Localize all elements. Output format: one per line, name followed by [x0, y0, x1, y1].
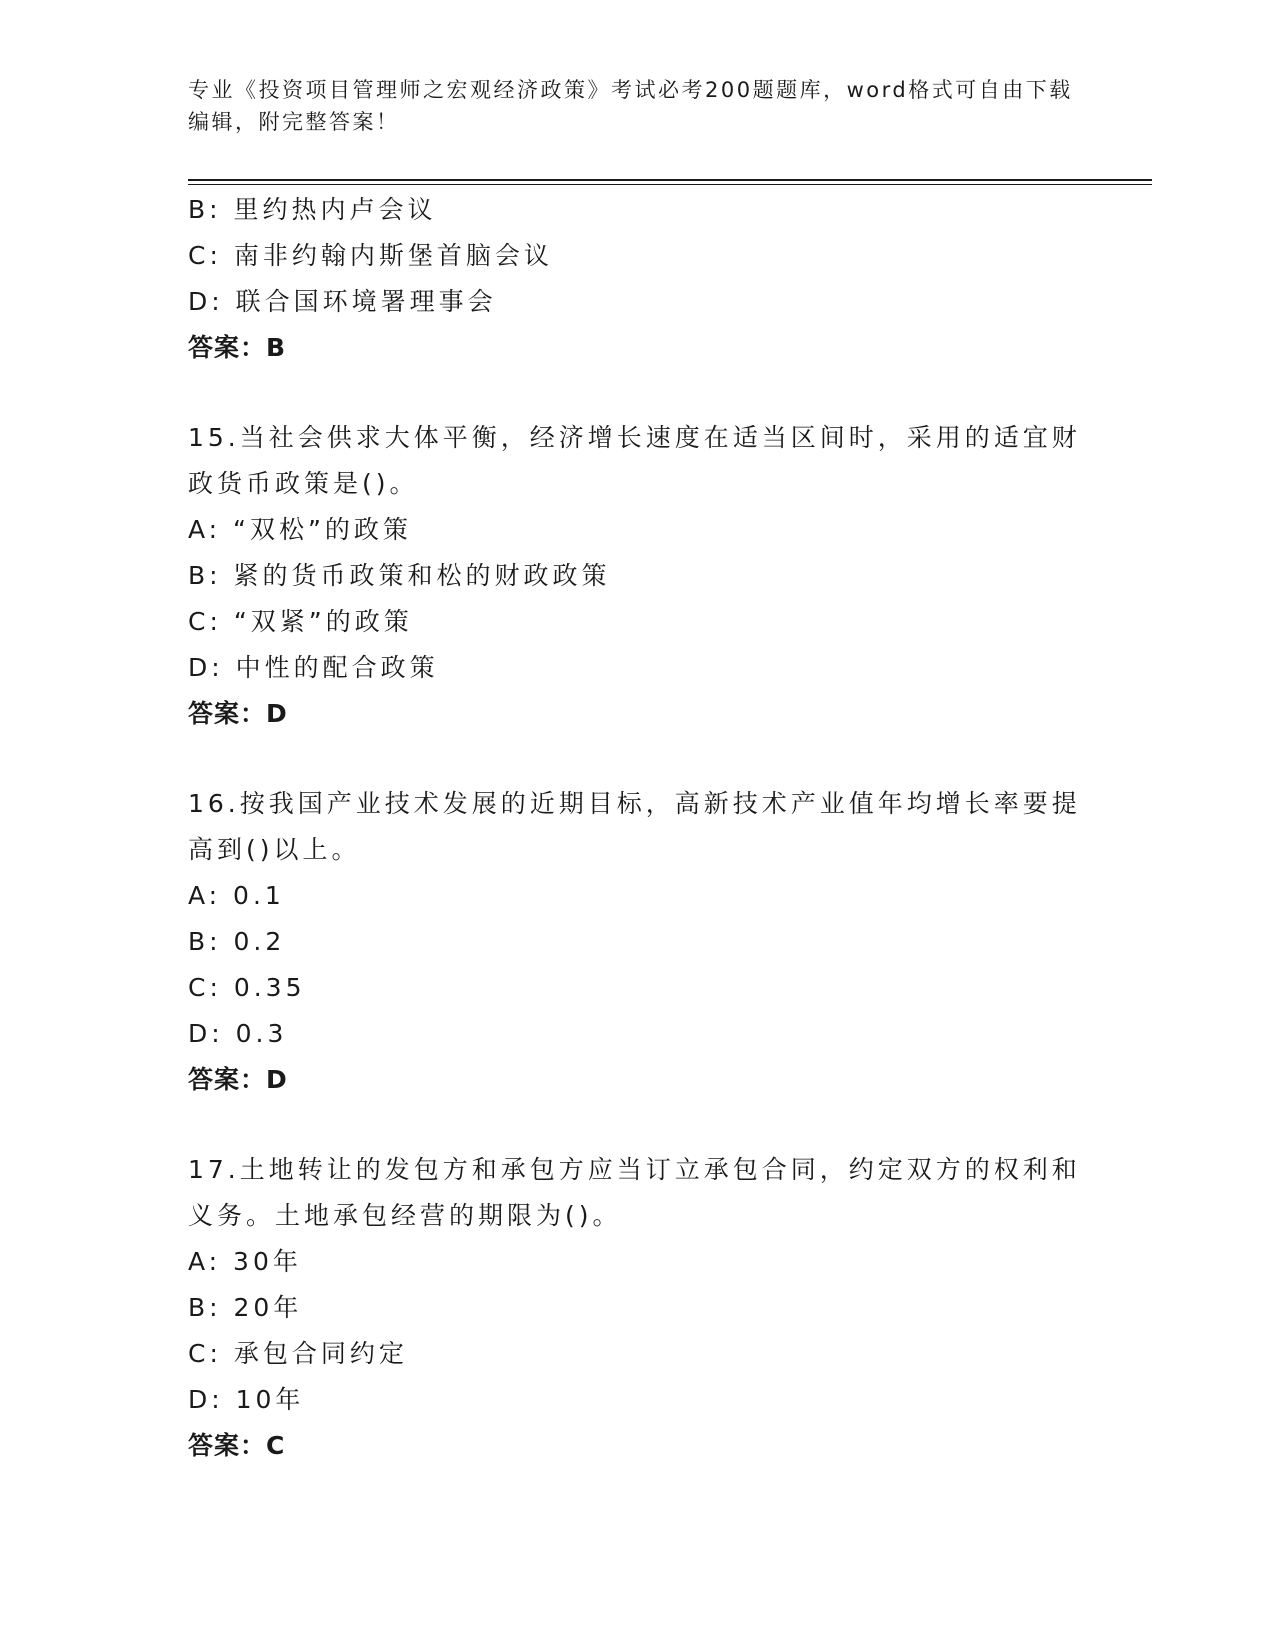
question-17 [188, 1147, 1088, 1469]
option-b: B: 20年 [188, 1293, 303, 1322]
option-d: D: 10年 [188, 1385, 305, 1414]
question-14 [188, 187, 1088, 371]
option-b: B: 0.2 [188, 927, 286, 956]
header-divider [188, 179, 1152, 181]
question-list [188, 187, 1088, 1469]
question-stem-line: 17.土地转让的发包方和承包方应当订立承包合同，约定双方的权利和 [188, 1155, 1081, 1184]
option-d: D: 0.3 [188, 1019, 288, 1048]
question-stem-line: 15.当社会供求大体平衡，经济增长速度在适当区间时，采用的适宜财 [188, 423, 1081, 452]
option-d: D: 中性的配合政策 [188, 653, 439, 682]
question-stem-line: 义务。土地承包经营的期限为()。 [188, 1201, 622, 1230]
answer-line: 答案：D [188, 1065, 288, 1094]
header-divider-thin [188, 184, 1152, 185]
question-stem-line: 高到()以上。 [188, 835, 361, 864]
page-header: 专业《投资项目管理师之宏观经济政策》考试必考200题题库，word格式可自由下载编辑，附完整答案！ [188, 78, 1073, 134]
option-c: C: 0.35 [188, 973, 306, 1002]
question-stem-line: 政货币政策是()。 [188, 469, 419, 498]
option-c: C: 承包合同约定 [188, 1339, 408, 1368]
question-stem-line: 16.按我国产业技术发展的近期目标，高新技术产业值年均增长率要提 [188, 789, 1081, 818]
option-b: B: 紧的货币政策和松的财政政策 [188, 561, 611, 590]
option-a: A: 30年 [188, 1247, 302, 1276]
option-a: A: 0.1 [188, 881, 285, 910]
answer-line: 答案：C [188, 1431, 286, 1460]
question-16 [188, 781, 1088, 1103]
answer-line: 答案：D [188, 699, 288, 728]
option-a: A: “双松”的政策 [188, 515, 412, 544]
answer-line: 答案：B [188, 333, 287, 362]
option-b: B: 里约热内卢会议 [188, 195, 437, 224]
option-d: D: 联合国环境署理事会 [188, 287, 497, 316]
option-c: C: “双紧”的政策 [188, 607, 413, 636]
question-15 [188, 415, 1088, 737]
option-c: C: 南非约翰内斯堡首脑会议 [188, 241, 553, 270]
